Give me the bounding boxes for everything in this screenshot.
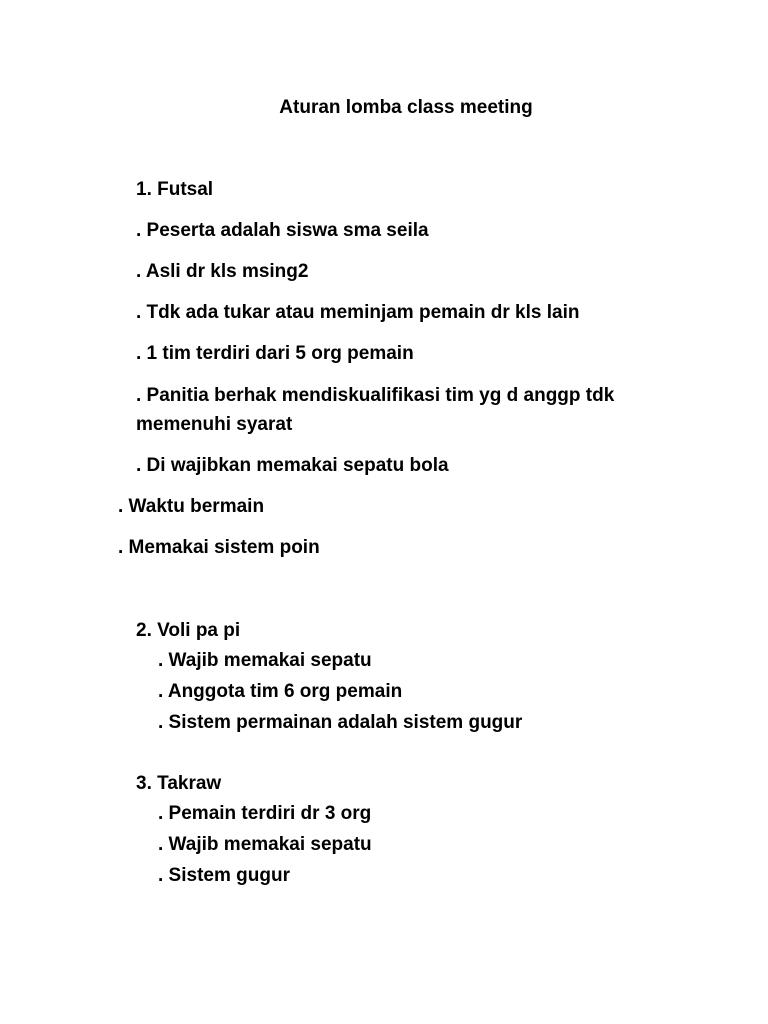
rule-item: . Panitia berhak mendiskualifikasi tim yg d anggp tdk (136, 385, 615, 406)
rule-item: . Waktu bermain (118, 496, 265, 517)
rule-item: . Sistem permainan adalah sistem gugur (158, 712, 523, 733)
rule-item: . Memakai sistem poin (118, 537, 320, 558)
rule-item: . Wajib memakai sepatu (158, 834, 372, 855)
rule-item: . 1 tim terdiri dari 5 org pemain (136, 343, 414, 364)
rule-item: . Pemain terdiri dr 3 org (158, 803, 372, 824)
rule-item: . Anggota tim 6 org pemain (158, 681, 403, 702)
section-heading-takraw: 3. Takraw (136, 773, 222, 794)
section-heading-voli: 2. Voli pa pi (136, 620, 241, 641)
section-heading-futsal: 1. Futsal (136, 179, 214, 200)
rule-item: . Di wajibkan memakai sepatu bola (136, 455, 449, 476)
rule-item: . Asli dr kls msing2 (136, 261, 309, 282)
rule-item: . Wajib memakai sepatu (158, 650, 372, 671)
document-title: Aturan lomba class meeting (279, 97, 533, 118)
rule-item: . Tdk ada tukar atau meminjam pemain dr kls lain (136, 302, 580, 323)
rule-item-continuation: memenuhi syarat (136, 414, 293, 435)
rule-item: . Peserta adalah siswa sma seila (136, 220, 429, 241)
rule-item: . Sistem gugur (158, 865, 290, 886)
